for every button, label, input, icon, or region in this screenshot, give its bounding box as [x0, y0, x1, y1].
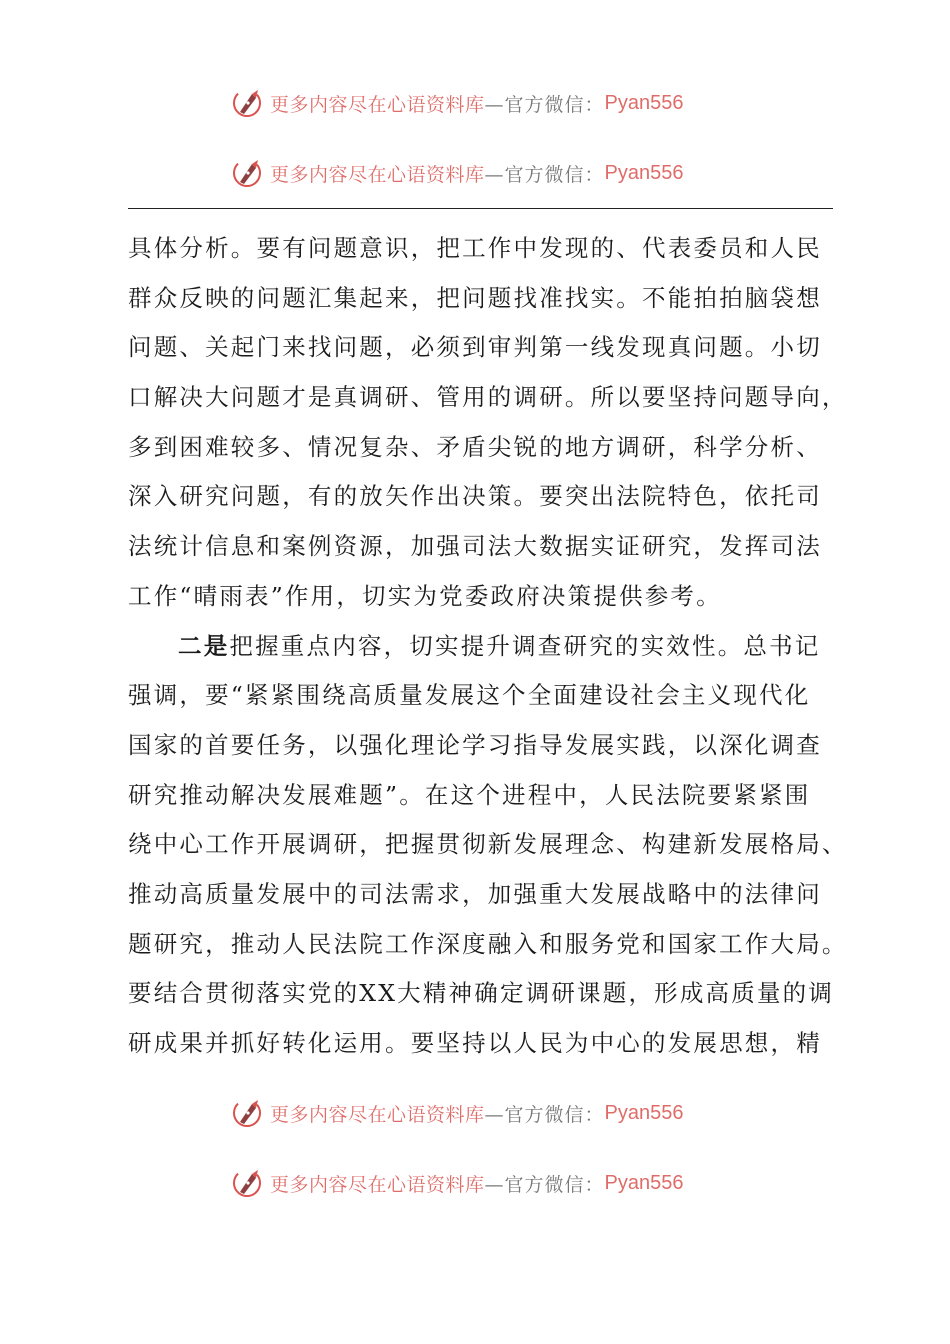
- text-line: 国家的首要任务，以强化理论学习指导发展实践，以深化调查: [128, 730, 822, 759]
- text-line: 问题、关起门来找问题，必须到审判第一线发现真问题。小切: [128, 333, 822, 362]
- text-line: 要结合贯彻落实党的XX大精神确定调研课题，形成高质量的调: [128, 979, 835, 1008]
- text-line: 绕中心工作开展调研，把握贯彻新发展理念、构建新发展格局、: [128, 830, 848, 859]
- text-line: 法统计信息和案例资源，加强司法大数据实证研究，发挥司法: [128, 532, 822, 561]
- banner-wechat-id: Pyan556: [604, 1171, 684, 1194]
- banner-main-text: 更多内容尽在心语资料库: [270, 1103, 485, 1126]
- banner-sub-text: —官方微信：: [484, 1173, 605, 1196]
- banner-wechat-id: Pyan556: [604, 91, 684, 114]
- watermark-banner-bottom-1: [230, 1093, 750, 1133]
- banner-sub-text: —官方微信：: [484, 163, 605, 186]
- watermark-banner-top-1: [230, 83, 750, 123]
- text-line: 研究推动解决发展难题”。在这个进程中，人民法院要紧紧围: [128, 780, 811, 809]
- paragraph-lead-line: [128, 622, 833, 672]
- paragraph-lead-bold: 二是: [178, 631, 230, 660]
- text-line: 强调，要“紧紧围绕高质量发展这个全面建设社会主义现代化: [128, 681, 811, 710]
- banner-main-text: 更多内容尽在心语资料库: [270, 1173, 485, 1196]
- banner-main-text: 更多内容尽在心语资料库: [270, 93, 485, 116]
- pen-nib-logo-icon: [230, 86, 264, 120]
- banner-sub-text: —官方微信：: [484, 1103, 605, 1126]
- text-line: 题研究，推动人民法院工作深度融入和服务党和国家工作大局。: [128, 929, 848, 958]
- text-line: 口解决大问题才是真调研、管用的调研。所以要坚持问题导向，: [128, 383, 848, 412]
- document-body: [128, 224, 848, 1069]
- pen-nib-logo-icon: [230, 1166, 264, 1200]
- watermark-banner-top-2: [230, 153, 750, 193]
- text-line: 推动高质量发展中的司法需求，加强重大发展战略中的法律问: [128, 879, 822, 908]
- header-divider: [128, 208, 833, 209]
- paragraph-lead-rest: 把握重点内容，切实提升调查研究的实效性。总书记: [229, 631, 821, 660]
- text-line: 研成果并抓好转化运用。要坚持以人民为中心的发展思想，精: [128, 1029, 822, 1057]
- pen-nib-logo-icon: [230, 1096, 264, 1130]
- text-line: 多到困难较多、情况复杂、矛盾尖锐的地方调研，科学分析、: [128, 432, 822, 461]
- watermark-banner-bottom-2: [230, 1163, 750, 1203]
- text-line: 群众反映的问题汇集起来，把问题找准找实。不能拍拍脑袋想: [128, 283, 822, 312]
- text-line: 深入研究问题，有的放矢作出决策。要突出法院特色，依托司: [128, 482, 822, 511]
- banner-main-text: 更多内容尽在心语资料库: [270, 163, 485, 186]
- text-line: 具体分析。要有问题意识，把工作中发现的、代表委员和人民: [128, 234, 822, 262]
- pen-nib-logo-icon: [230, 156, 264, 190]
- banner-wechat-id: Pyan556: [604, 1101, 684, 1124]
- text-line: 工作“晴雨表”作用，切实为党委政府决策提供参考。: [128, 581, 722, 610]
- banner-wechat-id: Pyan556: [604, 161, 684, 184]
- banner-sub-text: —官方微信：: [484, 93, 605, 116]
